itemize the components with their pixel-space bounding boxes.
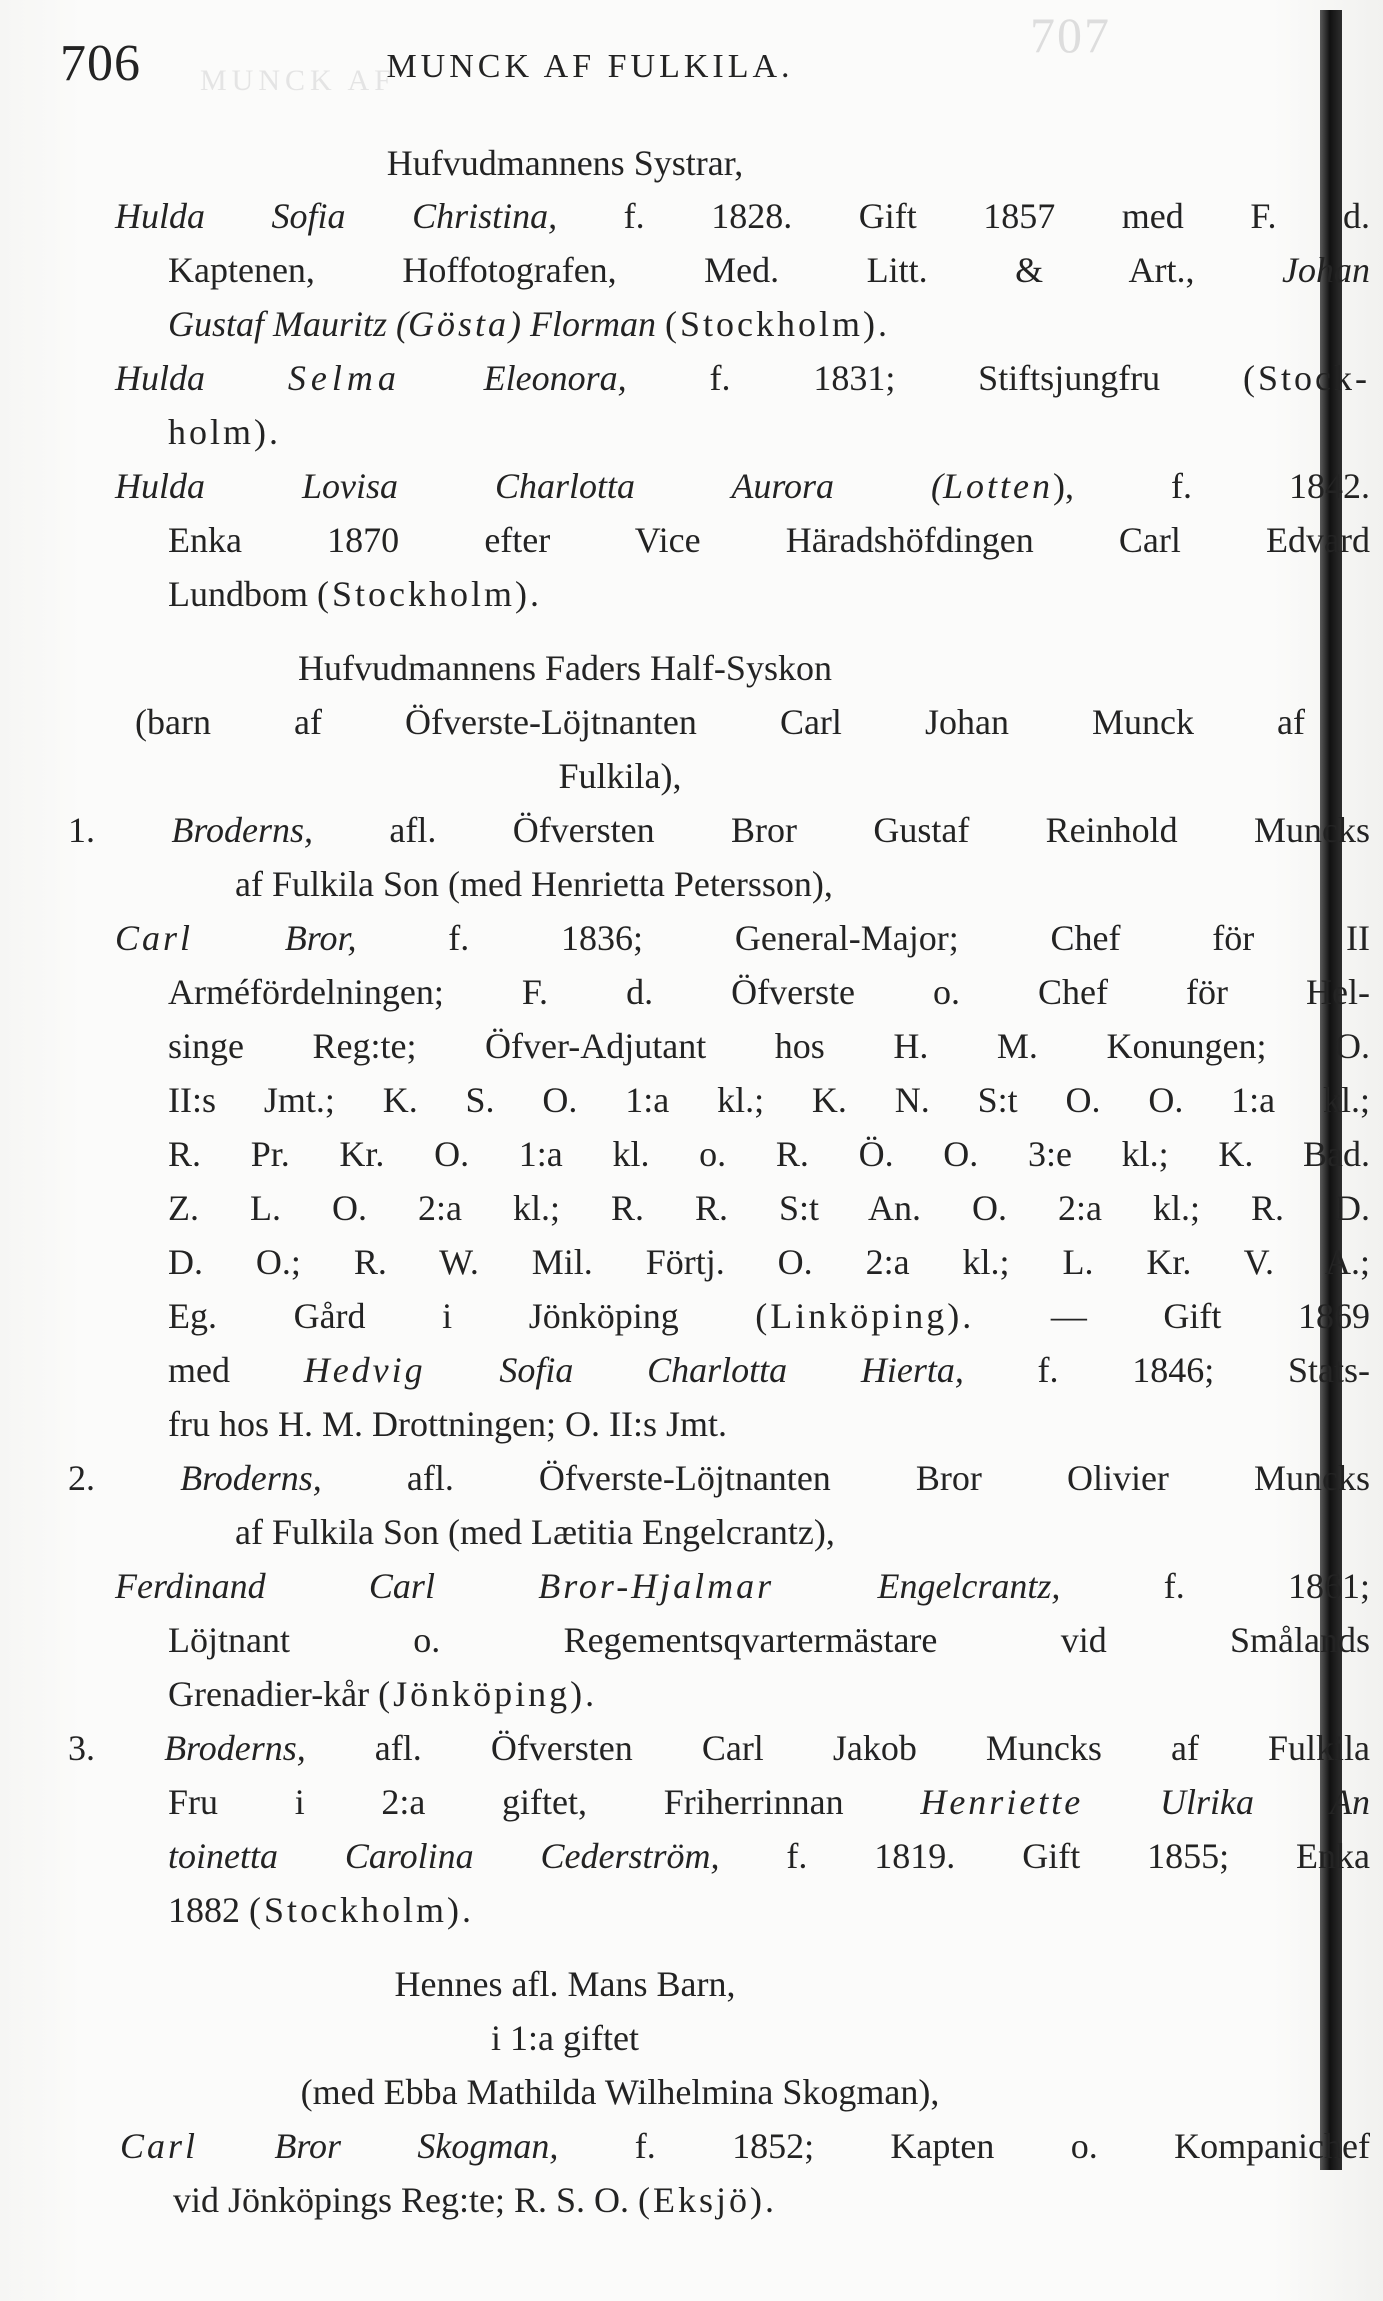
sister-1-residence: (Stockholm). [665, 304, 891, 344]
half-sibling-1-line-11: med Hedvig Sofia Charlotta Hierta, f. 1846; Stats- [168, 1350, 1370, 1390]
sister-entry-3-line-2: Enka 1870 efter Vice Häradshöfdingen Carl Edvard [168, 520, 1370, 560]
half-sibling-3-line-2: Fru i 2:a giftet, Friherrinnan Henriette Ulrika An [168, 1782, 1370, 1822]
bleed-through-running-head: MUNCK AF [200, 64, 396, 97]
sister-entry-2-line-2: holm). [168, 412, 281, 452]
bleed-through-page-number: 707 [1030, 7, 1111, 63]
half-sibling-1-line-6: II:s Jmt.; K. S. O. 1:a kl.; K. N. S:t O. O. 1:a kl.; [168, 1080, 1370, 1120]
sister-entry-3-line-1: Hulda Lovisa Charlotta Aurora (Lotten), f. 1842. [115, 466, 1370, 506]
sister-1-name: Hulda Sofia Christina, [115, 196, 558, 236]
running-head: MUNCK AF FULKILA. [386, 48, 794, 85]
half-sibling-2-line-3: Ferdinand Carl Bror-Hjalmar Engelcrantz, f. 1861; [115, 1566, 1370, 1606]
child-entry-line-1: Carl Bror Skogman, f. 1852; Kapten o. Kompanichef [120, 2126, 1371, 2166]
child-entry-line-2: vid Jönköpings Reg:te; R. S. O. (Eksjö). [173, 2180, 778, 2220]
children-heading-line-1: Hennes afl. Mans Barn, [394, 1964, 736, 2004]
half-sibling-1-line-4: Arméfördelningen; F. d. Öfverste o. Chef för Hel- [168, 972, 1370, 1012]
sisters-heading: Hufvudmannens Systrar, [386, 143, 744, 183]
sister-entry-2-line-1: Hulda Selma Eleonora, f. 1831; Stiftsjungfru (Stock- [115, 358, 1370, 398]
half-sibling-2-line-2: af Fulkila Son (med Lætitia Engelcrantz), [235, 1512, 835, 1552]
half-sibling-2-line-4: Löjtnant o. Regementsqvartermästare vid Smålands [168, 1620, 1370, 1660]
half-siblings-heading-line-1: Hufvudmannens Faders Half-Syskon [298, 648, 832, 688]
half-sibling-1-line-7: R. Pr. Kr. O. 1:a kl. o. R. Ö. O. 3:e kl.; K. Bad. [168, 1134, 1370, 1174]
half-sibling-1-line-5: singe Reg:te; Öfver-Adjutant hos H. M. Konungen; O. [168, 1026, 1370, 1066]
half-sibling-1-line-8: Z. L. O. 2:a kl.; R. R. S:t An. O. 2:a kl.; R. D. [168, 1188, 1370, 1228]
item-number: 2. [68, 1458, 95, 1498]
half-sibling-2-line-5: Grenadier-kår (Jönköping). [168, 1674, 598, 1714]
half-sibling-1-line-3: Carl Bror, f. 1836; General-Major; Chef för II [115, 918, 1370, 958]
sister-entry-3-line-3: Lundbom (Stockholm). [168, 574, 542, 614]
half-sibling-1-line-9: D. O.; R. W. Mil. Förtj. O. 2:a kl.; L. Kr. V. A.; [168, 1242, 1370, 1282]
half-sibling-3-line-4: 1882 (Stockholm). [168, 1890, 474, 1930]
half-sibling-1-line-12: fru hos H. M. Drottningen; O. II:s Jmt. [168, 1404, 727, 1444]
item-number: 3. [68, 1728, 95, 1768]
sister-entry-1-line-1: Hulda Sofia Christina, f. 1828. Gift 1857 med F. d. [115, 196, 1370, 236]
half-sibling-1-line-2: af Fulkila Son (med Henrietta Petersson), [235, 864, 833, 904]
children-heading-line-2: i 1:a giftet [491, 2018, 639, 2058]
half-siblings-heading-line-3: Fulkila), [558, 756, 682, 796]
children-heading-line-3: (med Ebba Mathilda Wilhelmina Skogman), [300, 2072, 940, 2112]
sister-entry-1-line-3: Gustaf Mauritz (Gösta) Florman (Stockholm). [168, 304, 891, 344]
half-sibling-3-line-3: toinetta Carolina Cederström, f. 1819. Gift 1855; Enka [168, 1836, 1370, 1876]
item-number: 1. [68, 810, 95, 850]
half-sibling-2-line-1: 2. Broderns, afl. Öfverste-Löjtnanten Bror Olivier Muncks [68, 1458, 1371, 1498]
half-sibling-1-line-1: 1. Broderns, afl. Öfversten Bror Gustaf Reinhold Muncks [68, 810, 1371, 850]
page-number: 706 [60, 35, 141, 92]
sister-entry-1-line-2: Kaptenen, Hoffotografen, Med. Litt. & Art., Johan [168, 250, 1370, 290]
half-sibling-1-line-10: Eg. Gård i Jönköping (Linköping). — Gift 1869 [168, 1296, 1370, 1336]
half-sibling-3-line-1: 3. Broderns, afl. Öfversten Carl Jakob Muncks af Fulkila [68, 1728, 1370, 1768]
page-header [60, 28, 1290, 98]
half-siblings-heading-line-2: (barn af Öfverste-Löjtnanten Carl Johan Munck af [135, 702, 1305, 742]
